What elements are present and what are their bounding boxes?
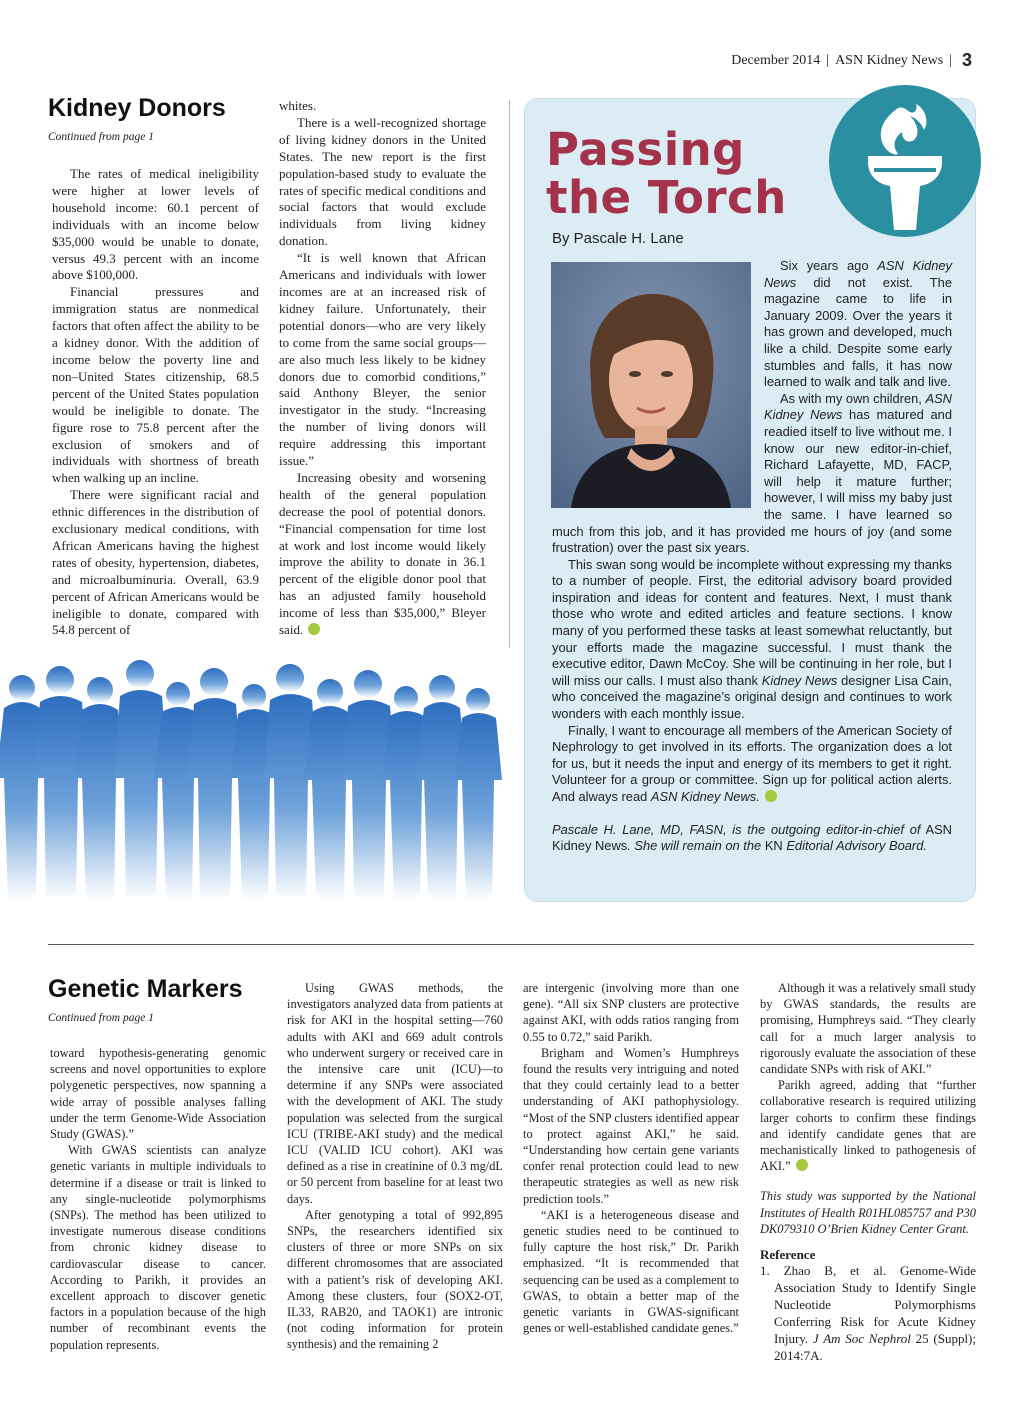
paragraph: “It is well known that African Americans and individuals with lower incomes are at an increased risk of kidney failure. Unfortunately, their potential donors—who are very likely to come from the same social groups—are also much less likely to be kidney donors due to comorbid conditions,” said Anthony Bleyer, the senior investigator in the study. “Increasing the number of living donors will require addressing this important issue.”: [279, 250, 486, 469]
paragraph: [279, 470, 486, 639]
torch-title-line-2: the Torch: [546, 171, 787, 224]
paragraph: [552, 723, 952, 806]
crowd-silhouette-illustration: [0, 660, 515, 900]
torch-title: [546, 123, 787, 224]
text: designer Lisa Cain, who conceived the magazine’s original design and continues to work wonders with each monthly issue.: [552, 672, 952, 722]
issue-date: December 2014: [731, 52, 821, 68]
kidney-donors-column-2: [279, 98, 486, 639]
reference-item: [760, 1263, 976, 1364]
header-separator: |: [949, 52, 952, 68]
torch-title-line-1: Passing: [546, 123, 745, 176]
author-bio: [552, 822, 952, 855]
text-italic: Editorial Advisory Board.: [782, 838, 927, 854]
text: Six years ago: [780, 258, 878, 273]
text: 25 (Suppl); 2014:7A.: [774, 1330, 976, 1363]
genetic-markers-header: [48, 975, 268, 1024]
section-divider: [48, 944, 974, 945]
paragraph-text: Parikh agreed, adding that “further collaborative research is required utilizing larger cohorts to confirm these findings and identify candidate genes that are mechanistically linked to pathogenesis of AKI.”: [760, 1078, 976, 1174]
header-separator: |: [826, 52, 830, 68]
text: As with my own children,: [780, 390, 926, 406]
text-italic: ASN Kidney News: [764, 258, 952, 290]
column-rule: [509, 100, 510, 648]
continued-note: Continued from page 1: [48, 1012, 154, 1024]
genetic-markers-column-2: [287, 980, 503, 1353]
text: has matured and readied itself to live without me. I know our new editor-in-chief, Richard Lafayette, MD, FACP, will help it mature further; however, I will miss my baby just the same. I have learned so much from this job, and it has provided me hours of joy (and some frustration) over the past six years.: [552, 407, 952, 556]
kidney-donors-header: [48, 94, 262, 143]
text: KN: [761, 838, 783, 854]
end-mark-icon: [796, 1159, 808, 1171]
genetic-markers-column-4: [760, 980, 976, 1364]
text: This swan song would be incomplete without expressing my thanks to a number of people. First, the editorial advisory board provided inspiration and ideas for content and features. Next, I must thank those who wrote and edited articles and feature sections. I know many of you performed these tasks at least somewhat reluctantly, but your efforts made the magazine successful. I must thank the executive editor, Dawn McCoy. She will be continuing in her role, but I will miss our calls. I must also thank: [552, 556, 952, 688]
paragraph-text: Increasing obesity and worsening health of the general population decrease the pool of potential donors. “Financial compensation for time lost at work and lost income would likely improve the ability to donate in 36.1 percent of the eligible donor pool that has an adjusted family household income of less than $35,000,” Bleyer said.: [279, 469, 486, 638]
author-photo: [551, 262, 751, 508]
end-mark-icon: [308, 623, 320, 635]
text: ASN Kidney News: [552, 821, 952, 854]
paragraph: are intergenic (involving more than one gene). “All six SNP clusters are protective against AKI, with odds ratios ranging from 0.55 to 0.72,” said Parikh.: [523, 981, 739, 1044]
continued-note: Continued from page 1: [48, 131, 154, 143]
text-italic: J Am Soc Nephrol: [812, 1330, 911, 1346]
publication-name: ASN Kidney News: [835, 52, 944, 68]
paragraph: [552, 557, 952, 723]
paragraph: There were significant racial and ethnic differences in the distribution of exclusionary medical conditions, with African Americans having the highest rates of obesity, hypertension, diabetes, and microalbuminuria. Overall, 63.9 percent of African Americans would be ineligible to donate, compared with 54.8 percent of: [52, 487, 259, 638]
paragraph: Although it was a relatively small study by GWAS standards, the results are promising, Humphreys said. “They clearly call for a much larger analysis to rigorously evaluate the association of these candidate SNPs with risk of AKI.”: [760, 981, 976, 1077]
page-header: [731, 50, 972, 71]
end-mark-icon: [765, 790, 777, 802]
paragraph: whites.: [279, 98, 317, 113]
text: 1. Zhao B, et al. Genome-Wide Association Study to Identify Single Nucleotide Polymorphisms Conferring Risk for Acute Kidney Injury.: [760, 1263, 976, 1346]
text-italic: ASN Kidney News: [764, 390, 952, 423]
text: did not exist. The magazine came to life in January 2009. Over the years it has grown and developed, much like a child. Despite some early stumbles and falls, it has now learned to walk and talk and live.: [764, 274, 952, 390]
paragraph: After genotyping a total of 992,895 SNPs, the researchers identified six clusters of three or more SNPs on six different chromosomes that are associated with a patient’s risk of developing AKI. Among these clusters, four (SOX2-OT, IL33, RAB20, and TAOK1) are intronic (not coding information for protein synthesis) and the remaining 2: [287, 1207, 503, 1352]
paragraph: “AKI is a heterogeneous disease and genetic studies need to be continued to fully capture the host risk,” Dr. Parikh emphasized. “It is recommended that sequencing can be used as a complement to GWAS, to obtain a better map of the genetic variants in GWAS-significant genes or well-established candidate genes.”: [523, 1207, 739, 1336]
text-italic: ASN Kidney News.: [650, 789, 760, 804]
genetic-markers-column-1: [50, 1045, 266, 1353]
kidney-donors-column-1: [52, 166, 259, 639]
paragraph: Brigham and Women’s Humphreys found the results very intriguing and noted that they could certainly lead to a better understanding of AKI pathophysiology. “Most of the SNP clusters identified appear to protect against AKI,” he said. “Understanding how certain gene variants confer renal protection could lead to new therapeutic strategies as well as new risk prediction tools.”: [523, 1045, 739, 1206]
torch-icon: [828, 84, 982, 238]
paragraph: There is a well-recognized shortage of living kidney donors in the United States. The new report is the first population-based study to evaluate the rates of specific medical conditions and social factors that would exclude individuals from living kidney donation.: [279, 114, 486, 249]
text-italic: Kidney News: [761, 672, 838, 688]
genetic-markers-column-3: [523, 980, 739, 1336]
paragraph: Using GWAS methods, the investigators analyzed data from patients at risk for AKI in the hospital setting—760 adults with AKI and 669 adult controls who underwent surgery or received care in the intensive care unit (ICU)—to determine if any SNPs were associated with the development of AKI. The study population was selected from the surgical ICU (TRIBE-AKI study) and the medical ICU (VALID ICU cohort). AKI was defined as a rise in creatinine of 0.3 mg/dL or 50 percent from baseline for at least two days.: [287, 981, 503, 1206]
paragraph: With GWAS scientists can analyze genetic variants in multiple individuals to determine if a disease or trait is linked to any single-nucleotide polymorphisms (SNPs). The method has been utilized to investigate numerous disease conditions from chronic kidney disease to cardiovascular disease to cancer. According to Parikh, it provides an excellent approach to discover genetic factors in a population because of the high number of recombinant events the population represents.: [50, 1143, 266, 1352]
funding-note: This study was supported by the National Institutes of Health R01HL085757 and P30 DK079310 O’Brien Kidney Center Grant.: [760, 1189, 976, 1236]
text-italic: Pascale H. Lane, MD, FASN, is the outgoing editor-in-chief of: [552, 821, 921, 837]
page-number: 3: [961, 50, 972, 70]
reference-heading: Reference: [760, 1247, 816, 1263]
paragraph: toward hypothesis-generating genomic screens and novel opportunities to explore polygenetic perspectives, now spanning a wide array of possible analyses falling under the term Genome-Wide Association Study (GWAS).”: [50, 1046, 266, 1142]
text-italic: . She will remain on the: [627, 838, 762, 854]
paragraph: Financial pressures and immigration status are nonmedical factors that often affect the ability to be a kidney donor. With the addition of income below the poverty line and non–United States citizenship, 68.5 percent of the United States population would be ineligible to donate. The figure rose to 75.8 percent after the exclusion of smokers and of individuals with shortness of breath when walking up an incline.: [52, 284, 259, 486]
article-title: Genetic Markers: [48, 975, 243, 1003]
text: Finally, I want to encourage all members of the American Society of Nephrology to get involved in its efforts. The organization does a lot for us, but it needs the input and energy of its members to get it right. Volunteer for a group or committee. Sign up for political action alerts. And always read: [552, 722, 952, 804]
paragraph: [760, 1077, 976, 1174]
paragraph: The rates of medical ineligibility were higher at lower levels of household income: 60.1 percent of individuals with an income below $35,000 would be unable to donate, versus 49.3 percent with an income above $100,000.: [52, 166, 259, 283]
article-title: Kidney Donors: [48, 94, 226, 122]
byline: By Pascale H. Lane: [552, 230, 684, 247]
